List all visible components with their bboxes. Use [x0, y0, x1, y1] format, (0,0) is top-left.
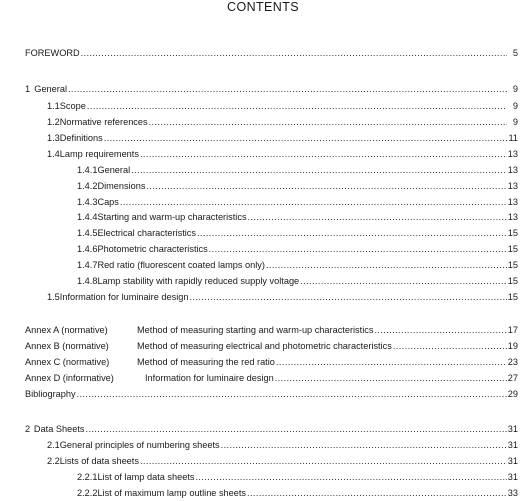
dot-leader: [275, 373, 507, 384]
dot-leader: [248, 212, 507, 223]
toc-page-number: 9: [512, 84, 518, 94]
toc-page-number: 33: [507, 488, 518, 498]
toc-page-number: 15: [507, 260, 518, 270]
dot-leader: [140, 149, 507, 160]
dot-leader: [276, 357, 507, 368]
toc-page-number: 31: [507, 472, 518, 482]
toc-section-number: 1.4.6: [77, 244, 98, 254]
toc-entry-1-2[interactable]: [47, 117, 518, 128]
toc-page-number: 29: [507, 389, 518, 399]
dot-leader: [195, 472, 506, 483]
toc-entry-label: Electrical characteristics: [97, 228, 196, 238]
toc-entry-label: Data Sheets: [33, 424, 85, 434]
dot-leader: [149, 117, 507, 128]
toc-page-number: 13: [507, 149, 518, 159]
toc-page-number: 23: [507, 357, 518, 367]
toc-section-number: 2.2.1: [77, 472, 98, 482]
toc-page-number: 31: [507, 440, 518, 450]
toc-entry-label: List of maximum lamp outline sheets: [97, 488, 247, 498]
dot-leader: [140, 456, 507, 467]
toc-entry-label: Normative references: [59, 117, 148, 127]
toc-entry-label: Photometric characteristics: [97, 244, 208, 254]
toc-entry-annex-a[interactable]: [25, 325, 518, 336]
toc-page-number: 13: [507, 165, 518, 175]
toc-entry-2-2[interactable]: [47, 456, 518, 467]
toc-entry-2-1[interactable]: [47, 440, 518, 451]
toc-entry-annex-d[interactable]: [25, 373, 518, 384]
toc-page-number: 15: [507, 244, 518, 254]
toc-page-number: 9: [512, 117, 518, 127]
toc-page-number: 27: [507, 373, 518, 383]
toc-section-number: 1.2: [47, 117, 60, 127]
toc-entry-label: Dimensions: [97, 181, 146, 191]
toc-page-number: 17: [507, 325, 518, 335]
dot-leader: [131, 165, 507, 176]
toc-entry-annex-b[interactable]: [25, 341, 518, 352]
toc-entry-label: Method of measuring the red ratio: [137, 357, 275, 367]
dot-leader: [120, 197, 507, 208]
dot-leader: [146, 181, 506, 192]
toc-entry-1-4-3[interactable]: [77, 197, 518, 208]
annex-designation: Annex C (normative): [25, 357, 110, 367]
dot-leader: [77, 389, 507, 400]
toc-section-number: 2.2: [47, 456, 60, 466]
dot-leader: [189, 292, 506, 303]
dot-leader: [221, 440, 507, 451]
toc-entry-label: General: [34, 84, 67, 94]
toc-entry-1-4-4[interactable]: [77, 212, 518, 223]
toc-section-number: 1.4.8: [77, 276, 98, 286]
toc-page-number: 19: [507, 341, 518, 351]
toc-entry-1-1[interactable]: [47, 101, 518, 112]
toc-section-number: 1.4.7: [77, 260, 98, 270]
annex-designation: Annex B (normative): [25, 341, 109, 351]
toc-page-number: 15: [507, 228, 518, 238]
toc-section-number: 2: [25, 424, 31, 434]
toc-entry-1-5[interactable]: [47, 292, 518, 303]
dot-leader: [86, 424, 507, 435]
toc-entry-label: Definitions: [59, 133, 103, 143]
toc-page-number: 15: [507, 276, 518, 286]
toc-page-number: 13: [507, 197, 518, 207]
toc-entry-label: Caps: [97, 197, 119, 207]
toc-entry-2-2-1[interactable]: [77, 472, 518, 483]
toc-entry-1-3[interactable]: [47, 133, 518, 144]
dot-leader: [266, 260, 507, 271]
toc-entry-1[interactable]: [25, 84, 518, 95]
toc-entry-1-4-2[interactable]: [77, 181, 518, 192]
dot-leader: [300, 276, 507, 287]
toc-section-number: 2.1: [47, 440, 60, 450]
toc-section-number: 1.4: [47, 149, 60, 159]
toc-page-number: 31: [507, 424, 518, 434]
toc-entry-2[interactable]: [25, 424, 518, 435]
toc-entry-1-4[interactable]: [47, 149, 518, 160]
dot-leader: [87, 101, 507, 112]
dot-leader: [104, 133, 507, 144]
toc-entry-label: Information for luminaire design: [59, 292, 189, 302]
toc-page-number: 13: [507, 181, 518, 191]
toc-section-number: 1.3: [47, 133, 60, 143]
toc-entry-label: FOREWORD: [25, 48, 80, 58]
dot-leader: [209, 244, 507, 255]
toc-entry-1-4-7[interactable]: [77, 260, 518, 271]
toc-page-number: 5: [512, 48, 518, 58]
toc-entry-2-2-2[interactable]: [77, 488, 518, 499]
toc-entry-1-4-6[interactable]: [77, 244, 518, 255]
toc-entry-label: Lamp requirements: [59, 149, 139, 159]
toc-entry-label: General principles of numbering sheets: [59, 440, 220, 450]
toc-entry-label: Scope: [59, 101, 86, 111]
toc-entry-label: Red ratio (fluorescent coated lamps only): [97, 260, 265, 270]
toc-entry-1-4-1[interactable]: [77, 165, 518, 176]
toc-page-number: 11: [508, 133, 518, 143]
toc-section-number: 1.4.3: [77, 197, 98, 207]
toc-entry-label: Lists of data sheets: [59, 456, 139, 466]
toc-section-number: 1.4.5: [77, 228, 98, 238]
toc-page-number: 13: [507, 212, 518, 222]
toc-page-number: 15: [507, 292, 518, 302]
toc-page-number: 9: [512, 101, 518, 111]
toc-entry-1-4-8[interactable]: [77, 276, 518, 287]
toc-entry-1-4-5[interactable]: [77, 228, 518, 239]
toc-section-number: 1.4.4: [77, 212, 98, 222]
annex-designation: Annex A (normative): [25, 325, 108, 335]
toc-entry-label: Method of measuring starting and warm-up characteristics: [137, 325, 374, 335]
toc-entry-annex-c[interactable]: [25, 357, 518, 368]
annex-designation: Annex D (informative): [25, 373, 114, 383]
toc-entry-label: General: [97, 165, 131, 175]
toc-entry-label: List of lamp data sheets: [97, 472, 195, 482]
toc-entry-label: Information for luminaire design: [145, 373, 274, 383]
toc-entry-label: Bibliography: [25, 389, 76, 399]
toc-section-number: 1.5: [47, 292, 60, 302]
toc-entry-label: Starting and warm-up characteristics: [97, 212, 247, 222]
page-title: CONTENTS: [227, 0, 299, 14]
toc-entry-label: Lamp stability with rapidly reduced supply voltage: [97, 276, 300, 286]
toc-page-number: 31: [507, 456, 518, 466]
dot-leader: [374, 325, 506, 336]
dot-leader: [247, 488, 507, 499]
dot-leader: [393, 341, 507, 352]
dot-leader: [81, 48, 507, 59]
toc-section-number: 1.4.1: [77, 165, 98, 175]
dot-leader: [197, 228, 507, 239]
toc-section-number: 1.1: [47, 101, 60, 111]
toc-entry-foreword[interactable]: [25, 48, 518, 59]
toc-section-number: 2.2.2: [77, 488, 98, 498]
toc-entry-label: Method of measuring electrical and photometric characteristics: [137, 341, 392, 351]
toc-section-number: 1.4.2: [77, 181, 98, 191]
toc-entry-bibliography[interactable]: [25, 389, 518, 400]
toc-section-number: 1: [25, 84, 31, 94]
dot-leader: [68, 84, 507, 95]
